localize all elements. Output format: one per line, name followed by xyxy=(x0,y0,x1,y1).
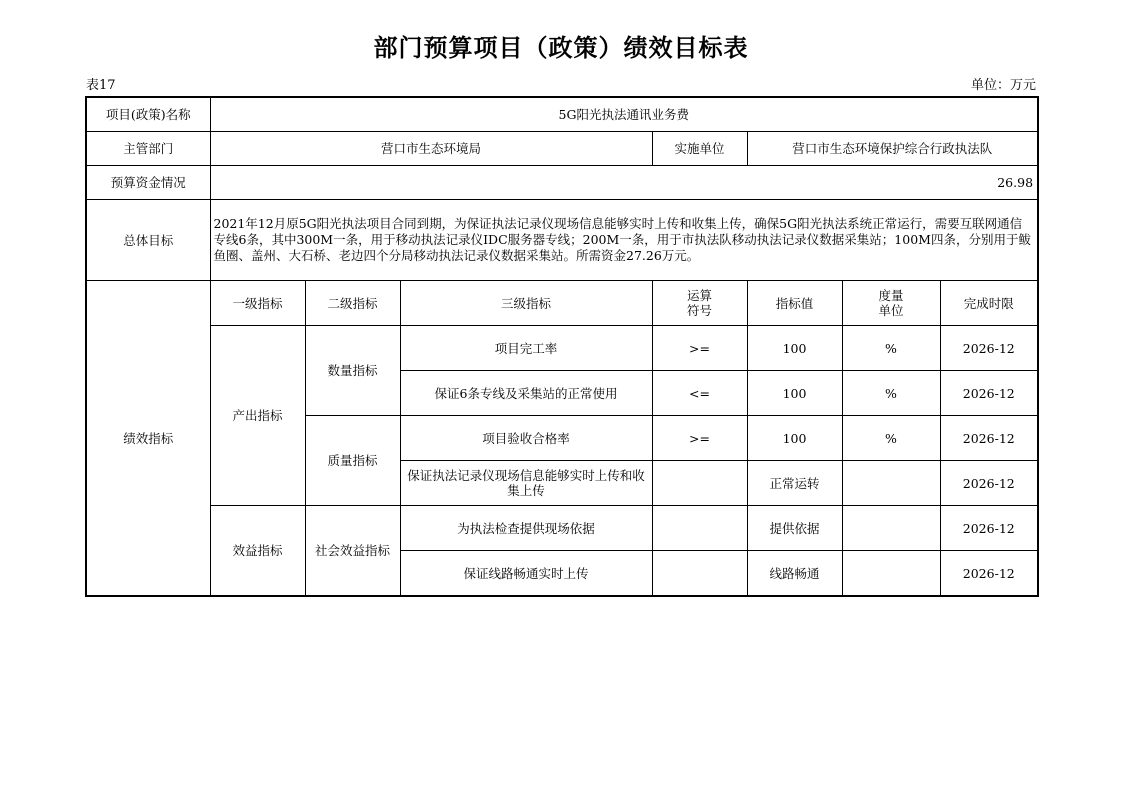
l1-benefit: 效益指标 xyxy=(210,506,305,597)
l3-cell: 项目完工率 xyxy=(400,326,652,371)
unit-cell: % xyxy=(842,416,940,461)
project-row xyxy=(86,97,1038,132)
page-title: 部门预算项目（政策）绩效目标表 xyxy=(373,34,749,62)
unit-cell xyxy=(842,461,940,506)
l1-output: 产出指标 xyxy=(210,326,305,506)
l2-quality: 质量指标 xyxy=(305,416,400,506)
deadline-cell: 2026-12 xyxy=(940,461,1038,506)
dept-row xyxy=(86,132,1038,166)
deadline-cell: 2026-12 xyxy=(940,551,1038,597)
goal-row xyxy=(86,200,1038,281)
deadline-cell: 2026-12 xyxy=(940,416,1038,461)
table-row xyxy=(86,506,1038,551)
op-cell xyxy=(652,461,747,506)
l3-cell: 保证执法记录仪现场信息能够实时上传和收集上传 xyxy=(400,461,652,506)
goal-text: 2021年12月原5G阳光执法项目合同到期，为保证执法记录仪现场信息能够实时上传和收集上传，确保5G阳光执法系统正常运行，需要互联网通信专线6条，其中300M一条，用于移动执法记录仪IDC服务器专线；200M一条，用于市执法队移动执法记录仪数据采集站；100M四条，分别用于鲅鱼圈、盖州、大石桥、老边四个分局移动执法记录仪数据采集站。所需资金27.26万元。 xyxy=(210,200,1038,281)
header-l1: 一级指标 xyxy=(210,281,305,326)
l2-social: 社会效益指标 xyxy=(305,506,400,597)
header-unit xyxy=(842,281,940,326)
value-cell: 100 xyxy=(747,416,842,461)
l3-cell: 为执法检查提供现场依据 xyxy=(400,506,652,551)
table-number: 表17 xyxy=(86,78,116,93)
fund-row xyxy=(86,166,1038,200)
value-cell: 100 xyxy=(747,326,842,371)
project-value: 5G阳光执法通讯业务费 xyxy=(210,97,1038,132)
deadline-cell: 2026-12 xyxy=(940,506,1038,551)
op-cell: <= xyxy=(652,371,747,416)
unit-cell: % xyxy=(842,371,940,416)
fund-label: 预算资金情况 xyxy=(86,166,210,200)
table-row xyxy=(86,326,1038,371)
op-cell: >= xyxy=(652,416,747,461)
deadline-cell: 2026-12 xyxy=(940,371,1038,416)
deadline-cell: 2026-12 xyxy=(940,326,1038,371)
header-l2: 二级指标 xyxy=(305,281,400,326)
header-unit-line2: 单位 xyxy=(878,303,904,318)
project-label: 项目(政策)名称 xyxy=(86,97,210,132)
op-cell xyxy=(652,551,747,597)
header-op-line2: 符号 xyxy=(686,303,712,318)
unit-cell: % xyxy=(842,326,940,371)
l3-cell: 项目验收合格率 xyxy=(400,416,652,461)
fund-value: 26.98 xyxy=(210,166,1038,200)
dept-value: 营口市生态环境局 xyxy=(210,132,652,166)
l2-quantity: 数量指标 xyxy=(305,326,400,416)
op-cell xyxy=(652,506,747,551)
value-cell: 提供依据 xyxy=(747,506,842,551)
header-value: 指标值 xyxy=(747,281,842,326)
impl-value: 营口市生态环境保护综合行政执法队 xyxy=(747,132,1038,166)
l3-cell: 保证线路畅通实时上传 xyxy=(400,551,652,597)
unit-cell xyxy=(842,506,940,551)
goal-label: 总体目标 xyxy=(86,200,210,281)
header-unit-line1: 度量 xyxy=(878,288,904,303)
header-op-line1: 运算 xyxy=(686,288,712,303)
perf-label: 绩效指标 xyxy=(86,281,210,597)
impl-label: 实施单位 xyxy=(652,132,747,166)
value-cell: 100 xyxy=(747,371,842,416)
value-cell: 正常运转 xyxy=(747,461,842,506)
op-cell: >= xyxy=(652,326,747,371)
performance-table xyxy=(85,96,1039,597)
unit-label: 单位：万元 xyxy=(970,78,1036,93)
l3-cell: 保证6条专线及采集站的正常使用 xyxy=(400,371,652,416)
value-cell: 线路畅通 xyxy=(747,551,842,597)
header-row xyxy=(86,281,1038,326)
unit-cell xyxy=(842,551,940,597)
header-deadline: 完成时限 xyxy=(940,281,1038,326)
header-l3: 三级指标 xyxy=(400,281,652,326)
header-op xyxy=(652,281,747,326)
dept-label: 主管部门 xyxy=(86,132,210,166)
